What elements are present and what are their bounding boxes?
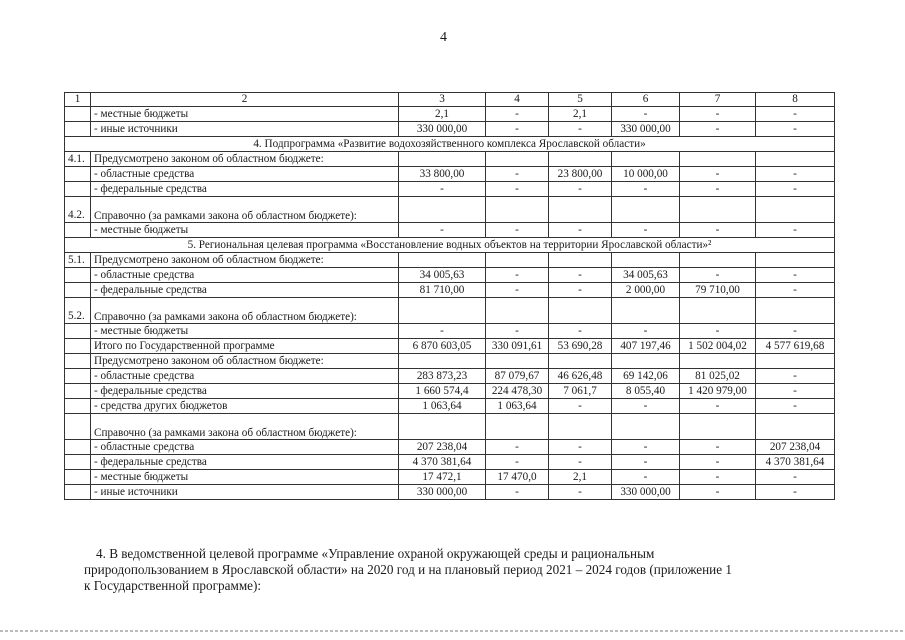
- value-cell: 2 000,00: [612, 283, 680, 298]
- value-cell: 69 142,06: [612, 369, 680, 384]
- table-row: [65, 182, 835, 197]
- value-cell: -: [549, 440, 612, 455]
- value-cell: -: [680, 470, 756, 485]
- table-row: [65, 455, 835, 470]
- value-cell: [399, 253, 486, 268]
- row-number: [65, 107, 91, 122]
- value-cell: 2,1: [399, 107, 486, 122]
- row-label: - федеральные средства: [91, 283, 399, 298]
- column-header: 3: [399, 93, 486, 107]
- table-row: [65, 384, 835, 399]
- value-cell: [680, 152, 756, 167]
- value-cell: -: [680, 223, 756, 238]
- value-cell: [612, 414, 680, 440]
- table-row: [65, 354, 835, 369]
- value-cell: -: [756, 223, 835, 238]
- row-number: [65, 167, 91, 182]
- value-cell: [549, 197, 612, 223]
- value-cell: [680, 414, 756, 440]
- value-cell: -: [756, 283, 835, 298]
- value-cell: -: [756, 470, 835, 485]
- table-row: [65, 223, 835, 238]
- value-cell: 8 055,40: [612, 384, 680, 399]
- value-cell: [486, 298, 549, 324]
- value-cell: [399, 354, 486, 369]
- row-label: - иные источники: [91, 122, 399, 137]
- row-label: Предусмотрено законом об областном бюджете:: [91, 354, 399, 369]
- value-cell: -: [680, 182, 756, 197]
- value-cell: -: [612, 107, 680, 122]
- table-row: [65, 298, 835, 324]
- value-cell: -: [486, 182, 549, 197]
- value-cell: -: [549, 182, 612, 197]
- value-cell: 10 000,00: [612, 167, 680, 182]
- row-number: [65, 440, 91, 455]
- row-label: - местные бюджеты: [91, 107, 399, 122]
- value-cell: [612, 354, 680, 369]
- table-row: [65, 414, 835, 440]
- value-cell: 33 800,00: [399, 167, 486, 182]
- paragraph-line: 4. В ведомственной целевой программе «Управление охраной окружающей среды и рациональным: [96, 546, 655, 561]
- row-number: [65, 455, 91, 470]
- value-cell: 4 577 619,68: [756, 339, 835, 354]
- table-row: [65, 399, 835, 414]
- value-cell: -: [612, 182, 680, 197]
- value-cell: 330 000,00: [612, 485, 680, 500]
- page-number: 4: [440, 30, 447, 45]
- value-cell: 53 690,28: [549, 339, 612, 354]
- table-row: [65, 470, 835, 485]
- value-cell: -: [756, 399, 835, 414]
- table-row: [65, 107, 835, 122]
- table-row: [65, 440, 835, 455]
- table-row: [65, 283, 835, 298]
- table-row: [65, 167, 835, 182]
- value-cell: -: [486, 485, 549, 500]
- value-cell: 407 197,46: [612, 339, 680, 354]
- value-cell: -: [680, 485, 756, 500]
- value-cell: [486, 414, 549, 440]
- value-cell: -: [399, 223, 486, 238]
- column-header: 1: [65, 93, 91, 107]
- value-cell: -: [756, 384, 835, 399]
- value-cell: -: [486, 440, 549, 455]
- row-label: - федеральные средства: [91, 455, 399, 470]
- value-cell: [549, 253, 612, 268]
- value-cell: -: [756, 369, 835, 384]
- value-cell: 4 370 381,64: [756, 455, 835, 470]
- value-cell: [549, 298, 612, 324]
- value-cell: 34 005,63: [399, 268, 486, 283]
- value-cell: [680, 197, 756, 223]
- value-cell: -: [399, 182, 486, 197]
- row-number: [65, 354, 91, 369]
- row-number: [65, 223, 91, 238]
- value-cell: -: [486, 283, 549, 298]
- row-label: - местные бюджеты: [91, 470, 399, 485]
- value-cell: [486, 152, 549, 167]
- value-cell: -: [486, 122, 549, 137]
- value-cell: [756, 414, 835, 440]
- table-row: [65, 485, 835, 500]
- value-cell: [612, 152, 680, 167]
- value-cell: -: [549, 485, 612, 500]
- value-cell: -: [680, 399, 756, 414]
- value-cell: -: [486, 455, 549, 470]
- paragraph-item-4: [84, 546, 834, 594]
- value-cell: -: [612, 223, 680, 238]
- value-cell: -: [612, 470, 680, 485]
- section-title: 4. Подпрограмма «Развитие водохозяйственного комплекса Ярославской области»: [65, 137, 835, 152]
- value-cell: [549, 354, 612, 369]
- row-label: Предусмотрено законом об областном бюджете:: [91, 152, 399, 167]
- value-cell: 1 063,64: [486, 399, 549, 414]
- value-cell: -: [399, 324, 486, 339]
- value-cell: [399, 197, 486, 223]
- row-number: [65, 182, 91, 197]
- value-cell: 330 000,00: [612, 122, 680, 137]
- section-title: 5. Региональная целевая программа «Восстановление водных объектов на территории Ярославской области»²: [65, 238, 835, 253]
- value-cell: 17 472,1: [399, 470, 486, 485]
- value-cell: -: [549, 122, 612, 137]
- value-cell: 1 420 979,00: [680, 384, 756, 399]
- row-label: Справочно (за рамками закона об областном бюджете):: [91, 197, 399, 223]
- value-cell: [486, 197, 549, 223]
- row-label: - иные источники: [91, 485, 399, 500]
- row-number: [65, 268, 91, 283]
- paragraph-line: к Государственной программе):: [84, 578, 262, 593]
- row-label: - местные бюджеты: [91, 223, 399, 238]
- value-cell: [486, 253, 549, 268]
- row-number: [65, 384, 91, 399]
- value-cell: -: [486, 167, 549, 182]
- value-cell: -: [756, 182, 835, 197]
- value-cell: -: [680, 324, 756, 339]
- row-number: [65, 414, 91, 440]
- column-header: 8: [756, 93, 835, 107]
- value-cell: -: [756, 122, 835, 137]
- row-label: Итого по Государственной программе: [91, 339, 399, 354]
- value-cell: -: [486, 223, 549, 238]
- value-cell: -: [680, 440, 756, 455]
- value-cell: -: [486, 268, 549, 283]
- value-cell: 7 061,7: [549, 384, 612, 399]
- value-cell: -: [680, 107, 756, 122]
- table-row: [65, 152, 835, 167]
- table-row: [65, 324, 835, 339]
- value-cell: 46 626,48: [549, 369, 612, 384]
- value-cell: 34 005,63: [612, 268, 680, 283]
- row-label: - федеральные средства: [91, 182, 399, 197]
- row-number: [65, 283, 91, 298]
- table-row: [65, 122, 835, 137]
- row-label: - областные средства: [91, 268, 399, 283]
- row-label: Справочно (за рамками закона об областном бюджете):: [91, 414, 399, 440]
- row-number: [65, 339, 91, 354]
- value-cell: -: [680, 455, 756, 470]
- value-cell: [756, 354, 835, 369]
- table-row: [65, 253, 835, 268]
- value-cell: [399, 152, 486, 167]
- column-header: 6: [612, 93, 680, 107]
- value-cell: -: [549, 223, 612, 238]
- value-cell: 207 238,04: [399, 440, 486, 455]
- value-cell: -: [680, 167, 756, 182]
- value-cell: -: [756, 485, 835, 500]
- table-row: [65, 339, 835, 354]
- value-cell: -: [612, 440, 680, 455]
- row-number: [65, 122, 91, 137]
- row-label: - областные средства: [91, 167, 399, 182]
- row-number: [65, 399, 91, 414]
- row-label: - федеральные средства: [91, 384, 399, 399]
- row-number: 5.1.: [65, 253, 91, 268]
- value-cell: -: [612, 455, 680, 470]
- row-label: - средства других бюджетов: [91, 399, 399, 414]
- row-label: - областные средства: [91, 369, 399, 384]
- value-cell: -: [549, 324, 612, 339]
- value-cell: [399, 414, 486, 440]
- value-cell: -: [486, 324, 549, 339]
- value-cell: [756, 197, 835, 223]
- value-cell: [549, 414, 612, 440]
- value-cell: [612, 253, 680, 268]
- value-cell: 330 000,00: [399, 485, 486, 500]
- scan-edge-line: [0, 630, 905, 632]
- value-cell: 23 800,00: [549, 167, 612, 182]
- row-number: 5.2.: [65, 298, 91, 324]
- value-cell: [612, 298, 680, 324]
- value-cell: 81 710,00: [399, 283, 486, 298]
- value-cell: 224 478,30: [486, 384, 549, 399]
- value-cell: -: [486, 107, 549, 122]
- value-cell: [680, 354, 756, 369]
- table-section-row: [65, 137, 835, 152]
- row-number: 4.1.: [65, 152, 91, 167]
- table-header-row: [65, 93, 835, 107]
- value-cell: -: [612, 399, 680, 414]
- table-row: [65, 197, 835, 223]
- value-cell: 79 710,00: [680, 283, 756, 298]
- row-label: - областные средства: [91, 440, 399, 455]
- value-cell: 330 091,61: [486, 339, 549, 354]
- row-number: [65, 485, 91, 500]
- value-cell: -: [680, 268, 756, 283]
- value-cell: -: [756, 167, 835, 182]
- value-cell: [549, 152, 612, 167]
- value-cell: -: [680, 122, 756, 137]
- value-cell: 81 025,02: [680, 369, 756, 384]
- value-cell: 1 502 004,02: [680, 339, 756, 354]
- value-cell: [486, 354, 549, 369]
- value-cell: [756, 298, 835, 324]
- value-cell: -: [549, 455, 612, 470]
- financing-table: [64, 92, 835, 500]
- table-row: [65, 268, 835, 283]
- value-cell: -: [549, 399, 612, 414]
- table-row: [65, 369, 835, 384]
- value-cell: 2,1: [549, 107, 612, 122]
- row-label: Справочно (за рамками закона об областном бюджете):: [91, 298, 399, 324]
- value-cell: -: [756, 268, 835, 283]
- row-number: [65, 470, 91, 485]
- column-header: 4: [486, 93, 549, 107]
- column-header: 5: [549, 93, 612, 107]
- value-cell: [756, 152, 835, 167]
- table-section-row: [65, 238, 835, 253]
- value-cell: -: [549, 268, 612, 283]
- value-cell: 17 470,0: [486, 470, 549, 485]
- value-cell: 330 000,00: [399, 122, 486, 137]
- value-cell: -: [756, 324, 835, 339]
- value-cell: 207 238,04: [756, 440, 835, 455]
- value-cell: 4 370 381,64: [399, 455, 486, 470]
- row-label: Предусмотрено законом об областном бюджете:: [91, 253, 399, 268]
- value-cell: [612, 197, 680, 223]
- value-cell: -: [549, 283, 612, 298]
- value-cell: 1 063,64: [399, 399, 486, 414]
- value-cell: -: [756, 107, 835, 122]
- value-cell: [756, 253, 835, 268]
- row-number: 4.2.: [65, 197, 91, 223]
- value-cell: 283 873,23: [399, 369, 486, 384]
- column-header: 2: [91, 93, 399, 107]
- row-number: [65, 324, 91, 339]
- value-cell: 2,1: [549, 470, 612, 485]
- value-cell: 6 870 603,05: [399, 339, 486, 354]
- value-cell: [680, 298, 756, 324]
- column-header: 7: [680, 93, 756, 107]
- row-label: - местные бюджеты: [91, 324, 399, 339]
- value-cell: [680, 253, 756, 268]
- value-cell: 1 660 574,4: [399, 384, 486, 399]
- value-cell: [399, 298, 486, 324]
- value-cell: -: [612, 324, 680, 339]
- row-number: [65, 369, 91, 384]
- paragraph-line: природопользованием в Ярославской области» на 2020 год и на плановый период 2021 – 2024 годов (приложение 1: [84, 562, 732, 577]
- value-cell: 87 079,67: [486, 369, 549, 384]
